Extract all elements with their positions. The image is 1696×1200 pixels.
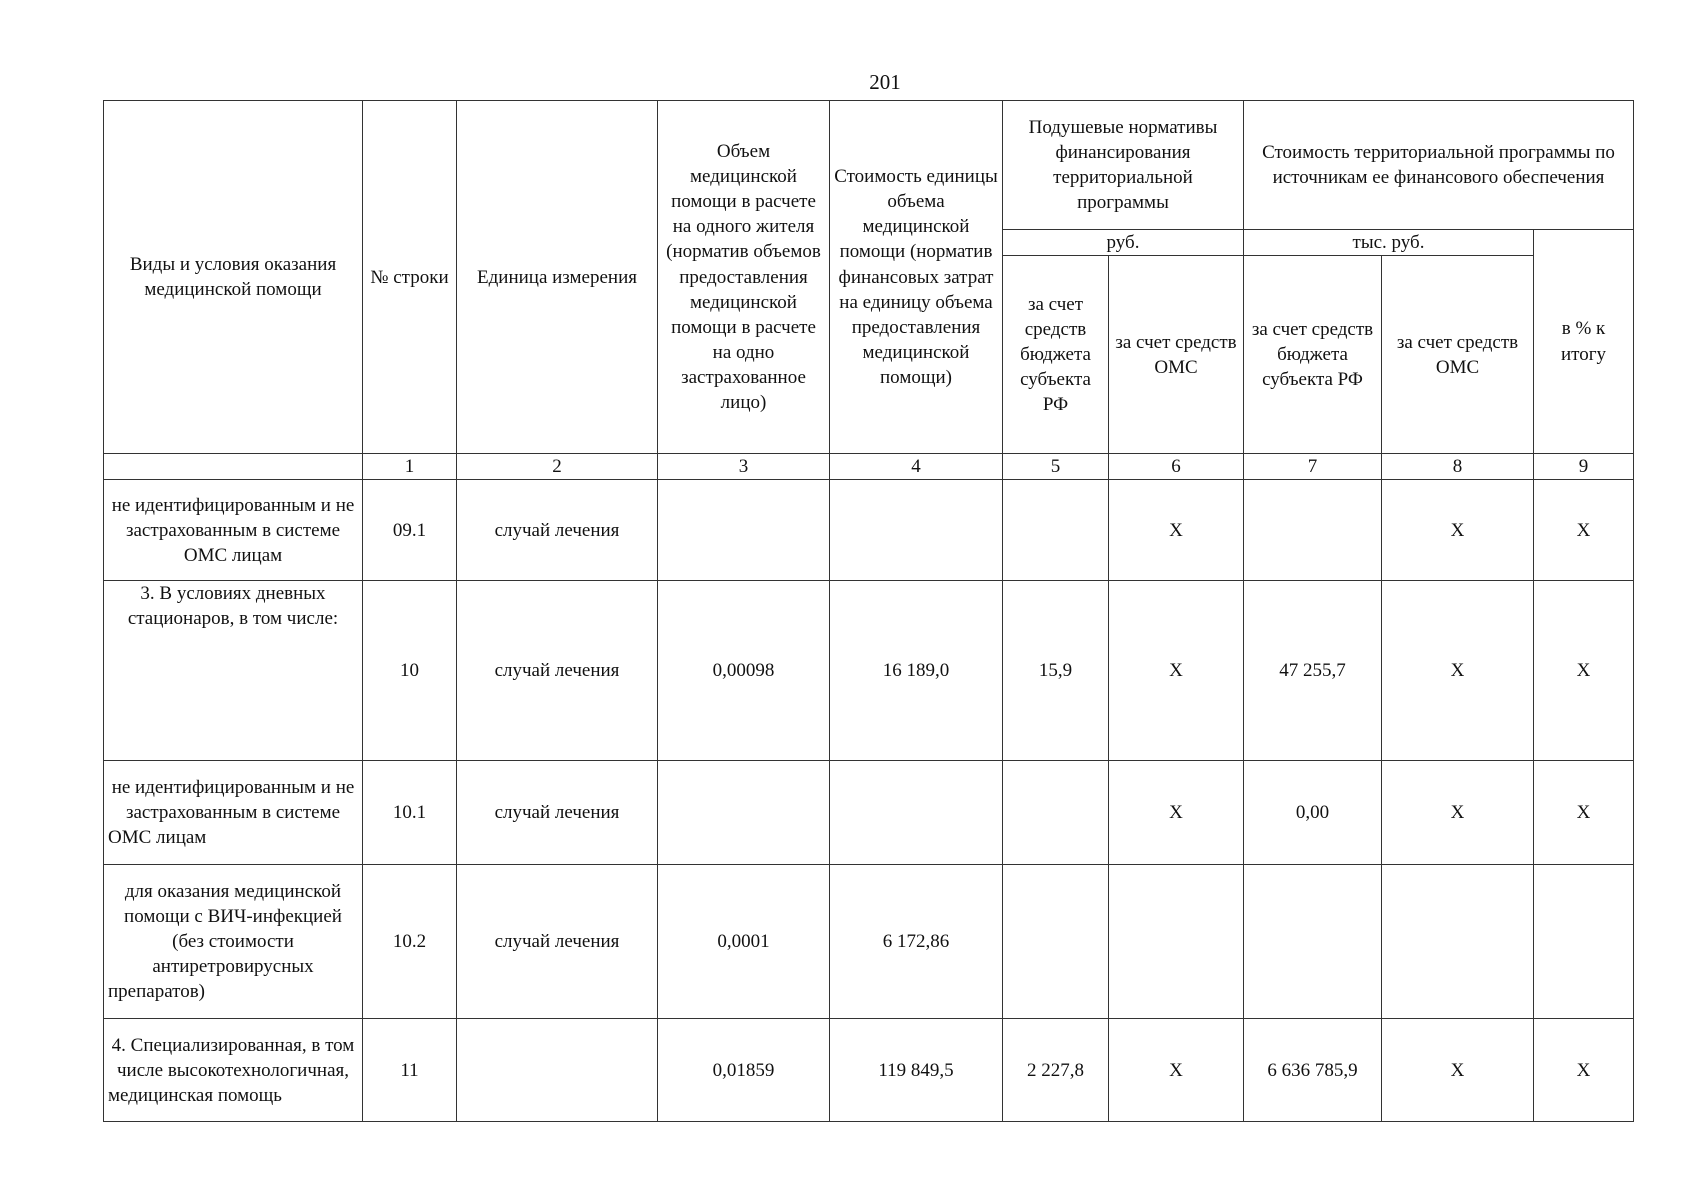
row-number: 10.2	[363, 865, 457, 1019]
row-number: 11	[363, 1019, 457, 1122]
row-oms-cost	[1382, 865, 1534, 1019]
row-budget-cost: 47 255,7	[1244, 581, 1382, 761]
header-percent-of-total: в % к итогу	[1534, 230, 1634, 454]
table-row	[104, 581, 1634, 761]
row-oms-per-capita: X	[1109, 1019, 1244, 1122]
row-cost-per-unit: 16 189,0	[830, 581, 1003, 761]
row-unit	[457, 1019, 658, 1122]
page-number: 201	[869, 70, 901, 94]
row-volume	[658, 761, 830, 865]
row-budget-cost	[1244, 865, 1382, 1019]
header-unit: Единица измерения	[457, 101, 658, 454]
header-row-number: № строки	[363, 101, 457, 454]
column-number: 5	[1003, 454, 1109, 480]
row-percent	[1534, 865, 1634, 1019]
table-row	[104, 1019, 1634, 1122]
row-oms-per-capita: X	[1109, 761, 1244, 865]
header-oms-cost: за счет средств ОМС	[1382, 256, 1534, 454]
row-oms-cost: X	[1382, 581, 1534, 761]
row-unit: случай лечения	[457, 865, 658, 1019]
row-volume: 0,01859	[658, 1019, 830, 1122]
column-number: 4	[830, 454, 1003, 480]
header-unit-rub: руб.	[1003, 230, 1244, 256]
row-number: 10.1	[363, 761, 457, 865]
row-budget-per-capita	[1003, 761, 1109, 865]
row-number: 10	[363, 581, 457, 761]
row-oms-cost: X	[1382, 480, 1534, 581]
row-name: для оказания медицинской помощи с ВИЧ-инфекцией (без стоимости антиретровирусных препаратов)	[104, 865, 363, 1019]
row-cost-per-unit	[830, 761, 1003, 865]
row-unit: случай лечения	[457, 761, 658, 865]
row-budget-per-capita: 2 227,8	[1003, 1019, 1109, 1122]
column-number: 3	[658, 454, 830, 480]
row-budget-cost: 6 636 785,9	[1244, 1019, 1382, 1122]
header-oms-per-capita: за счет средств ОМС	[1109, 256, 1244, 454]
row-number: 09.1	[363, 480, 457, 581]
row-name: 3. В условиях дневных стационаров, в том числе:	[104, 581, 363, 761]
row-volume: 0,00098	[658, 581, 830, 761]
row-name: 4. Специализированная, в том числе высокотехнологичная, медицинская помощь	[104, 1019, 363, 1122]
row-percent: X	[1534, 761, 1634, 865]
row-budget-per-capita: 15,9	[1003, 581, 1109, 761]
row-unit: случай лечения	[457, 581, 658, 761]
column-number: 8	[1382, 454, 1534, 480]
table-row	[104, 761, 1634, 865]
row-oms-per-capita: X	[1109, 581, 1244, 761]
row-cost-per-unit	[830, 480, 1003, 581]
row-cost-per-unit: 119 849,5	[830, 1019, 1003, 1122]
header-cost-per-unit: Стоимость единицы объема медицинской помощи (норматив финансовых затрат на единицу объема предоставления медицинской помощи)	[830, 101, 1003, 454]
header-kind: Виды и условия оказания медицинской помощи	[104, 101, 363, 454]
column-number	[104, 454, 363, 480]
row-oms-cost: X	[1382, 761, 1534, 865]
row-oms-per-capita	[1109, 865, 1244, 1019]
column-number: 2	[457, 454, 658, 480]
header-per-capita-group: Подушевые нормативы финансирования территориальной программы	[1003, 101, 1244, 230]
table-row	[104, 480, 1634, 581]
column-number: 1	[363, 454, 457, 480]
row-unit: случай лечения	[457, 480, 658, 581]
row-percent: X	[1534, 1019, 1634, 1122]
row-name: не идентифицированным и не застрахованным в системе ОМС лицам	[104, 480, 363, 581]
header-volume: Объем медицинской помощи в расчете на одного жителя (норматив объемов предоставления медицинской помощи в расчете на одно застрахованное лицо)	[658, 101, 830, 454]
row-volume	[658, 480, 830, 581]
row-percent: X	[1534, 480, 1634, 581]
row-cost-per-unit: 6 172,86	[830, 865, 1003, 1019]
row-budget-cost	[1244, 480, 1382, 581]
header-budget-per-capita: за счет средств бюджета субъекта РФ	[1003, 256, 1109, 454]
row-budget-cost: 0,00	[1244, 761, 1382, 865]
row-name: не идентифицированным и не застрахованным в системе ОМС лицам	[104, 761, 363, 865]
header-row	[104, 101, 1634, 230]
header-program-cost-group: Стоимость территориальной программы по источникам ее финансового обеспечения	[1244, 101, 1634, 230]
column-number: 6	[1109, 454, 1244, 480]
header-unit-thousand-rub: тыс. руб.	[1244, 230, 1534, 256]
row-oms-cost: X	[1382, 1019, 1534, 1122]
row-volume: 0,0001	[658, 865, 830, 1019]
header-budget-cost: за счет средств бюджета субъекта РФ	[1244, 256, 1382, 454]
row-percent: X	[1534, 581, 1634, 761]
column-number: 9	[1534, 454, 1634, 480]
column-numbers-row	[104, 454, 1634, 480]
row-budget-per-capita	[1003, 865, 1109, 1019]
row-budget-per-capita	[1003, 480, 1109, 581]
column-number: 7	[1244, 454, 1382, 480]
row-oms-per-capita: X	[1109, 480, 1244, 581]
financing-table	[103, 100, 1634, 1122]
table-row	[104, 865, 1634, 1019]
